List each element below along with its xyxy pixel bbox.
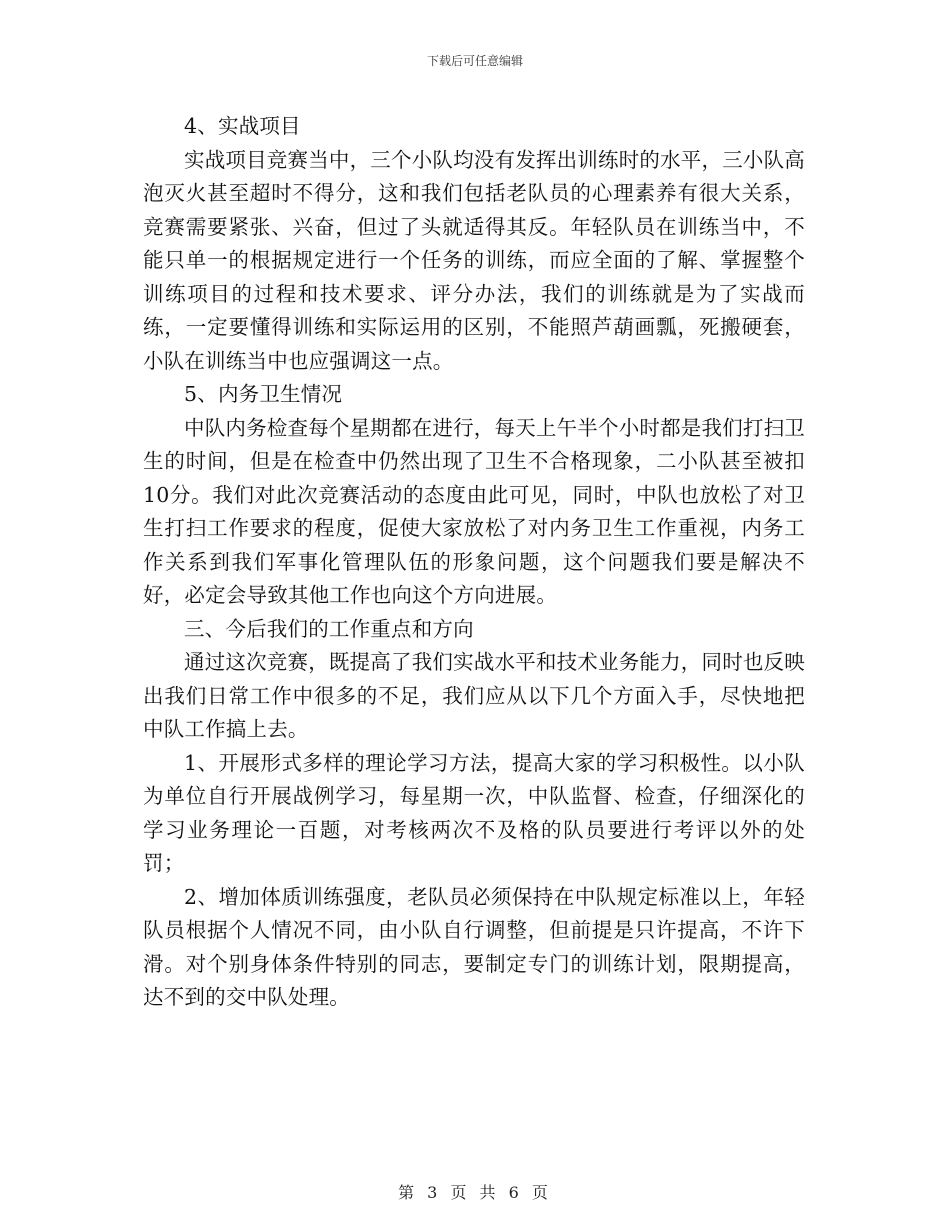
page-number: 第 3 页 共 6 页 bbox=[398, 1183, 552, 1202]
paragraph: 实战项目竞赛当中，三个小队均没有发挥出训练时的水平，三小队高泡灭火甚至超时不得分，这和我们包括老队员的心理素养有很大关系，竞赛需要紧张、兴奋，但过了头就适得其反。年轻队员在训练当中，不能只单一的根据规定进行一个任务的训练，而应全面的了解、掌握整个训练项目的过程和技术要求、评分办法，我们的训练就是为了实战而练，一定要懂得训练和实际运用的区别，不能照芦葫画瓢，死搬硬套，小队在训练当中也应强调这一点。 bbox=[143, 147, 805, 373]
paragraph: 1、开展形式多样的理论学习方法，提高大家的学习积极性。以小队为单位自行开展战例学习，每星期一次，中队监督、检查，仔细深化的学习业务理论一百题，对考核两次不及格的队员要进行考评以外的处罚； bbox=[143, 750, 805, 875]
paragraph: 通过这次竞赛，既提高了我们实战水平和技术业务能力，同时也反映出我们日常工作中很多的不足，我们应从以下几个方面入手，尽快地把中队工作搞上去。 bbox=[143, 650, 805, 741]
section-heading: 三、今后我们的工作重点和方向 bbox=[184, 616, 474, 641]
page-header: 下载后可任意编辑 bbox=[426, 54, 523, 68]
section-heading: 5、内务卫生情况 bbox=[184, 382, 343, 406]
section-heading: 4、实战项目 bbox=[184, 114, 301, 138]
paragraph: 2、增加体质训练强度，老队员必须保持在中队规定标准以上，年轻队员根据个人情况不同，由小队自行调整，但前提是只许提高，不许下滑。对个别身体条件特别的同志，要制定专门的训练计划，限期提高，达不到的交中队处理。 bbox=[143, 884, 805, 1009]
paragraph: 中队内务检查每个星期都在进行，每天上午半个小时都是我们打扫卫生的时间，但是在检查中仍然出现了卫生不合格现象，二小队甚至被扣10分。我们对此次竞赛活动的态度由此可见，同时，中队也放松了对卫生打扫工作要求的程度，促使大家放松了对内务卫生工作重视，内务工作关系到我们军事化管理队伍的形象问题，这个问题我们要是解决不好，必定会导致其他工作也向这个方向进展。 bbox=[143, 415, 805, 607]
document-body bbox=[143, 110, 805, 1015]
